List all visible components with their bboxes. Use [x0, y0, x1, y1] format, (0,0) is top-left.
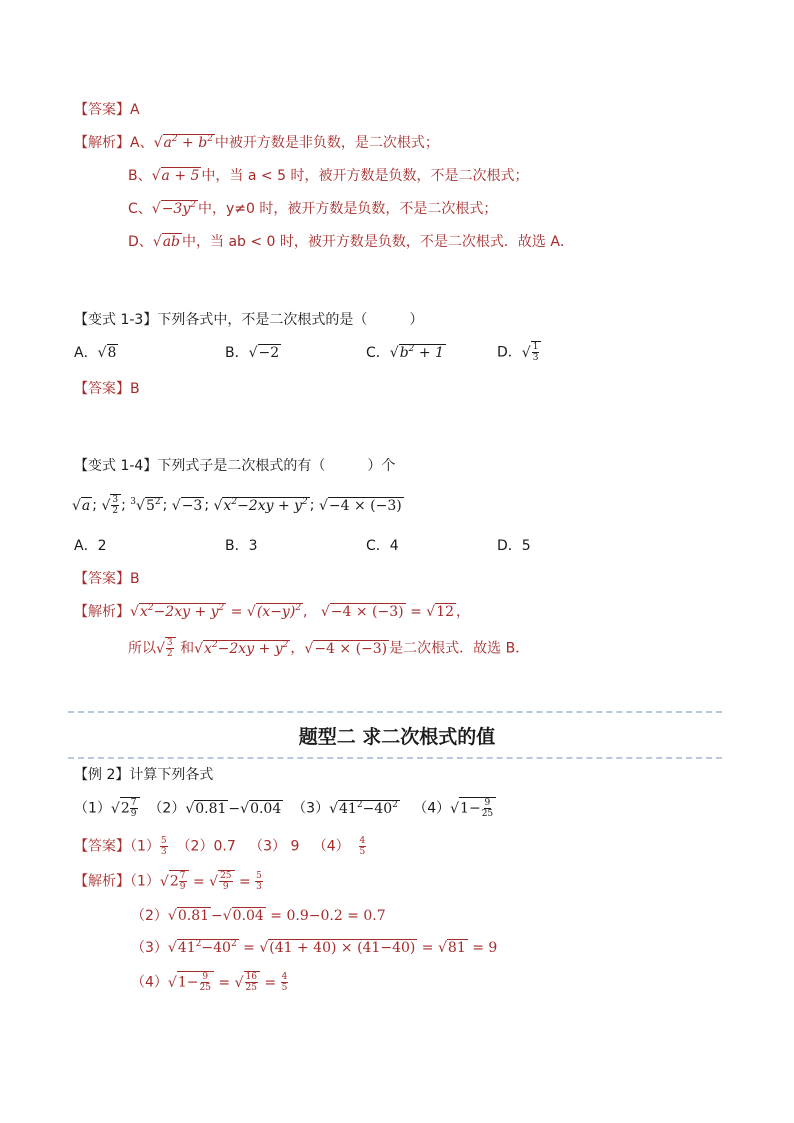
- math-expression: √2 $\frac{7}{9}$: [111, 801, 140, 817]
- problem-number: （3）: [131, 940, 168, 956]
- math-expression: $^3√5^2$: [130, 496, 161, 514]
- problem-number: （4）: [413, 800, 451, 817]
- math-expression: √0.81 −√0.04 = 0.9−0.2 = 0.7: [167, 908, 386, 924]
- math-expression: √2 $\frac{7}{9}$ = √ $\frac{25}{9}$ = $\frac{5}{3}$: [159, 871, 262, 892]
- example-2-analysis-1: [74, 870, 263, 892]
- answer-label: 【答案】: [74, 381, 130, 397]
- option-label: D．: [497, 344, 522, 361]
- math-expression: $√x^2-2xy + y^2$: [213, 496, 308, 514]
- answer-line-3: [74, 569, 140, 589]
- math-expression: $√x^2-2xy + y^2 = √(x-y)^2$: [130, 603, 302, 620]
- answer-number: （1）: [130, 838, 160, 855]
- problem-number: （1）: [74, 800, 111, 817]
- analysis-A-prefix: A、: [130, 135, 154, 151]
- analysis-line-A: [74, 133, 439, 153]
- analysis-text: 是二次根式．故选 B．: [389, 640, 530, 657]
- option-C: C．4: [366, 538, 399, 554]
- analysis-D-text: 中，当 ab < 0 时，被开方数是负数，不是二次根式．故选 A．: [182, 234, 574, 250]
- option-B: [225, 343, 281, 363]
- option-label: C．: [366, 345, 390, 361]
- math-expression: √−2: [248, 345, 280, 361]
- section-divider-bottom: [68, 757, 722, 759]
- answer-value: B: [130, 571, 140, 587]
- math-expression: $√x^2-2xy + y^2$: [194, 639, 289, 657]
- answer-value: B: [130, 381, 140, 397]
- math-expression: √1− $\frac{9}{25}$ = √ $\frac{16}{25}$ = $\frac{4}{5}$: [167, 972, 288, 993]
- analysis-label: 【解析】: [74, 135, 130, 151]
- example-2-answers: [74, 836, 366, 857]
- option-C: [366, 343, 446, 363]
- example-2-heading: 【例 2】计算下列各式: [74, 767, 214, 783]
- answer-label: 【答案】: [74, 102, 130, 118]
- section-title: 题型二 求二次根式的值: [298, 726, 496, 748]
- answer-line-1: [74, 100, 140, 120]
- example-2-analysis-4: [131, 971, 288, 993]
- math-expression: √−3: [171, 497, 203, 514]
- math-expression: √ $\frac{1}{3}$: [522, 345, 542, 361]
- analysis-line-B: [128, 166, 528, 186]
- variant-1-4-heading: 【变式 1-4】下列式子是二次根式的有（ ）个: [74, 458, 396, 474]
- analysis-C-prefix: C、: [128, 201, 152, 217]
- problem-number: （4）: [131, 974, 168, 991]
- analysis-D-prefix: D、: [128, 234, 153, 250]
- problem-number: （1）: [130, 873, 160, 890]
- example-2-analysis-3: [131, 938, 497, 958]
- analysis-B-prefix: B、: [128, 168, 152, 184]
- option-D: [497, 341, 541, 363]
- analysis-text: 所以: [128, 640, 156, 657]
- option-label: A．: [74, 345, 98, 361]
- example-2-problems: [74, 797, 496, 819]
- answer-number: （4）: [312, 838, 350, 855]
- result-text: = 9: [472, 940, 498, 956]
- math-expression: $√b^2 + 1$: [389, 344, 444, 361]
- analysis-line-C: [128, 199, 497, 219]
- option-label: B．: [225, 345, 249, 361]
- math-expression: $√a^2 + b^2$: [153, 134, 213, 151]
- analysis-line-3: 【解析】$√x^2-2xy + y^2 = √(x-y)^2$ , √−4 × (−3) = √12 ，: [74, 603, 471, 620]
- math-expression: √ $\frac{3}{2}$: [101, 498, 121, 514]
- math-expression: √1− $\frac{9}{25}$: [450, 801, 496, 817]
- analysis-A-text: 中被开方数是非负数，是二次根式；: [214, 135, 439, 151]
- answer-value: （3） 9: [249, 838, 300, 855]
- answer-label: 【答案】: [74, 571, 130, 587]
- option-A: A．2: [74, 538, 107, 554]
- math-expression: √−4 × (−3): [304, 640, 388, 657]
- math-expression: $√41^2-40^2$: [329, 799, 398, 817]
- answer-line-2: [74, 379, 140, 399]
- problem-number: （2）: [131, 908, 168, 924]
- math-expression: $√41^2-40^2 = √(41 + 40) \times (41-40) = √81 = 9$: [167, 939, 498, 956]
- option-A: [74, 343, 118, 363]
- problem-number: （2）: [148, 800, 186, 817]
- answer-label: 【答案】: [74, 838, 130, 855]
- math-expression: $\frac{4}{5}$: [359, 836, 366, 857]
- analysis-B-text: 中，当 a < 5 时，被开方数是负数，不是二次根式；: [201, 168, 529, 184]
- analysis-line-D: [128, 232, 574, 252]
- analysis-text: 和: [175, 640, 195, 657]
- answer-value: （2）0.7: [176, 838, 236, 855]
- math-expression: √0.81 −√0.04: [185, 800, 282, 817]
- analysis-label: 【解析】: [74, 873, 130, 890]
- math-expression: √ $\frac{3}{2}$: [156, 641, 176, 657]
- analysis-line-3b: 所以√ $\frac{3}{2}$ 和$√x^2-2xy + y^2$ ，√−4 × (−3) 是二次根式．故选 B．: [128, 638, 530, 659]
- math-expression: √−4 × (−3) = √12: [320, 604, 455, 620]
- math-expression: √ab: [152, 234, 181, 250]
- result-text: = 0.9−0.2 = 0.7: [270, 908, 386, 924]
- section-divider-top: [68, 711, 722, 713]
- analysis-C-text: 中，y≠0 时，被开方数是负数，不是二次根式；: [197, 201, 498, 217]
- example-2-analysis-2: [131, 906, 386, 926]
- math-expression: √8: [97, 345, 117, 361]
- math-expression: √a: [72, 497, 91, 514]
- option-D: D．5: [497, 538, 531, 554]
- variant-1-3-heading: 【变式 1-3】下列各式中，不是二次根式的是（ ）: [74, 312, 424, 328]
- expression-list: √a ; √ $\frac{3}{2}$ ; $^3√5^2$ ; √−3 ; $√x^2-2xy + y^2$ ; √−4 × (−3): [72, 495, 402, 516]
- math-expression: $√-3y^2$: [151, 200, 196, 217]
- math-expression: √a + 5: [151, 168, 200, 184]
- analysis-label: 【解析】: [74, 604, 130, 620]
- option-B: B．3: [225, 538, 258, 554]
- answer-value: A: [130, 102, 140, 118]
- math-expression: $\frac{5}{3}$: [160, 836, 167, 857]
- math-expression: √−4 × (−3): [318, 497, 402, 514]
- problem-number: （3）: [292, 800, 330, 817]
